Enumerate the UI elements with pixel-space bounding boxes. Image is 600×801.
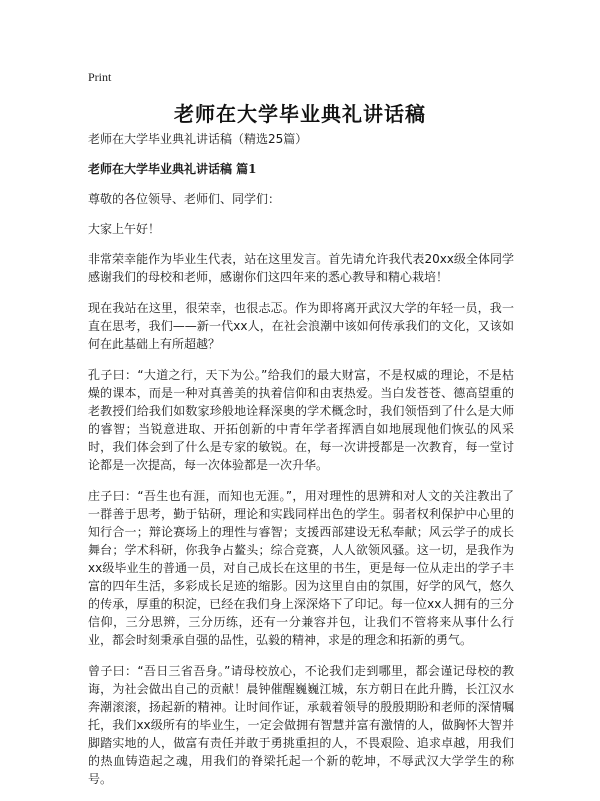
document-subtitle: 老师在大学毕业典礼讲话稿（精选25篇） — [88, 132, 308, 146]
section-heading: 老师在大学毕业典礼讲话稿 篇1 — [88, 162, 257, 176]
paragraph: 非常荣幸能作为毕业生代表，站在这里发言。首先请允许我代表20xx级全体同学感谢我们的母校和老师，感谢你们这四年来的悉心教导和精心栽培！ — [88, 252, 514, 284]
paragraph: 孔子曰：“大道之行，天下为公。”给我们的最大财富，不是权威的理论，不是枯燥的课本，而是一种对真善美的执着信仰和由衷热爱。当白发苍苍、德高望重的老教授们给我们如数家珍般地诠释深奥的学术概念时，我们领悟到了什么是大师的睿智；当锐意进取、开拓创新的中青年学者挥洒自如地展现他们恢弘的风采时，我们体会到了什么是专家的敏锐。在，每一次讲授都是一次教育，每一堂讨论都是一次提高，每一次体验都是一次升华。 — [88, 368, 514, 472]
paragraph: 庄子曰：“吾生也有涯，而知也无涯。”，用对理性的思辨和对人文的关注教出了一群善于思考，勤于钻研，理论和实践同样出色的学生。弱者权利保护中心里的知行合一；辩论赛场上的理性与睿智；支援西部建设无私奉献；风云学子的成长舞台；学术科研，你我争占鳌头；综合竞赛，人人欲领风骚。这一切，是我作为xx级毕业生的普通一员，对自己成长在这里的书生，更是每一位从走出的学子丰富的四年生活，多彩成长足迹的缩影。因为这里自由的氛围，好学的风气，悠久的传承，厚重的积淀，已经在我们身上深深烙下了印记。每一位xx人拥有的三分信仰，三分思辨，三分历练，还有一分兼容并包，让我们不管将来从事什么行业，都会时刻秉承自强的品性，弘毅的精神，求是的理念和拓新的勇气。 — [88, 489, 514, 647]
salutation-line: 大家上午好！ — [88, 222, 161, 236]
paragraph: 曾子曰：“吾日三省吾身。”请母校放心，不论我们走到哪里，都会谨记母校的教诲，为社会做出自己的贡献！晨钟催醒巍巍江城，东方朝日在此升腾，长江汉水奔潮滚滚，扬起新的精神。让时间作证，承载着领导的殷殷期盼和老师的深情嘱托，我们xx级所有的毕业生，一定会做拥有智慧并富有激情的人，做胸怀大智并脚踏实地的人，做富有责任并敢于勇挑重担的人，不畏艰险、追求卓越，用我们的热血铸造起之魂，用我们的脊梁托起一个新的乾坤，不辱武汉大学学生的称号。 — [88, 664, 514, 786]
page-title: 老师在大学毕业典礼讲话稿 — [174, 102, 426, 126]
greeting-line: 尊敬的各位领导、老师们、同学们： — [88, 192, 281, 206]
print-label[interactable]: Print — [88, 70, 112, 84]
document-body — [88, 130, 514, 801]
paragraph: 现在我站在这里，很荣幸，也很忐忑。作为即将离开武汉大学的年轻一员，我一直在思考，我们——新一代xx人，在社会浪潮中该如何传承我们的文化，又该如何在此基础上有所超越？ — [88, 301, 514, 351]
